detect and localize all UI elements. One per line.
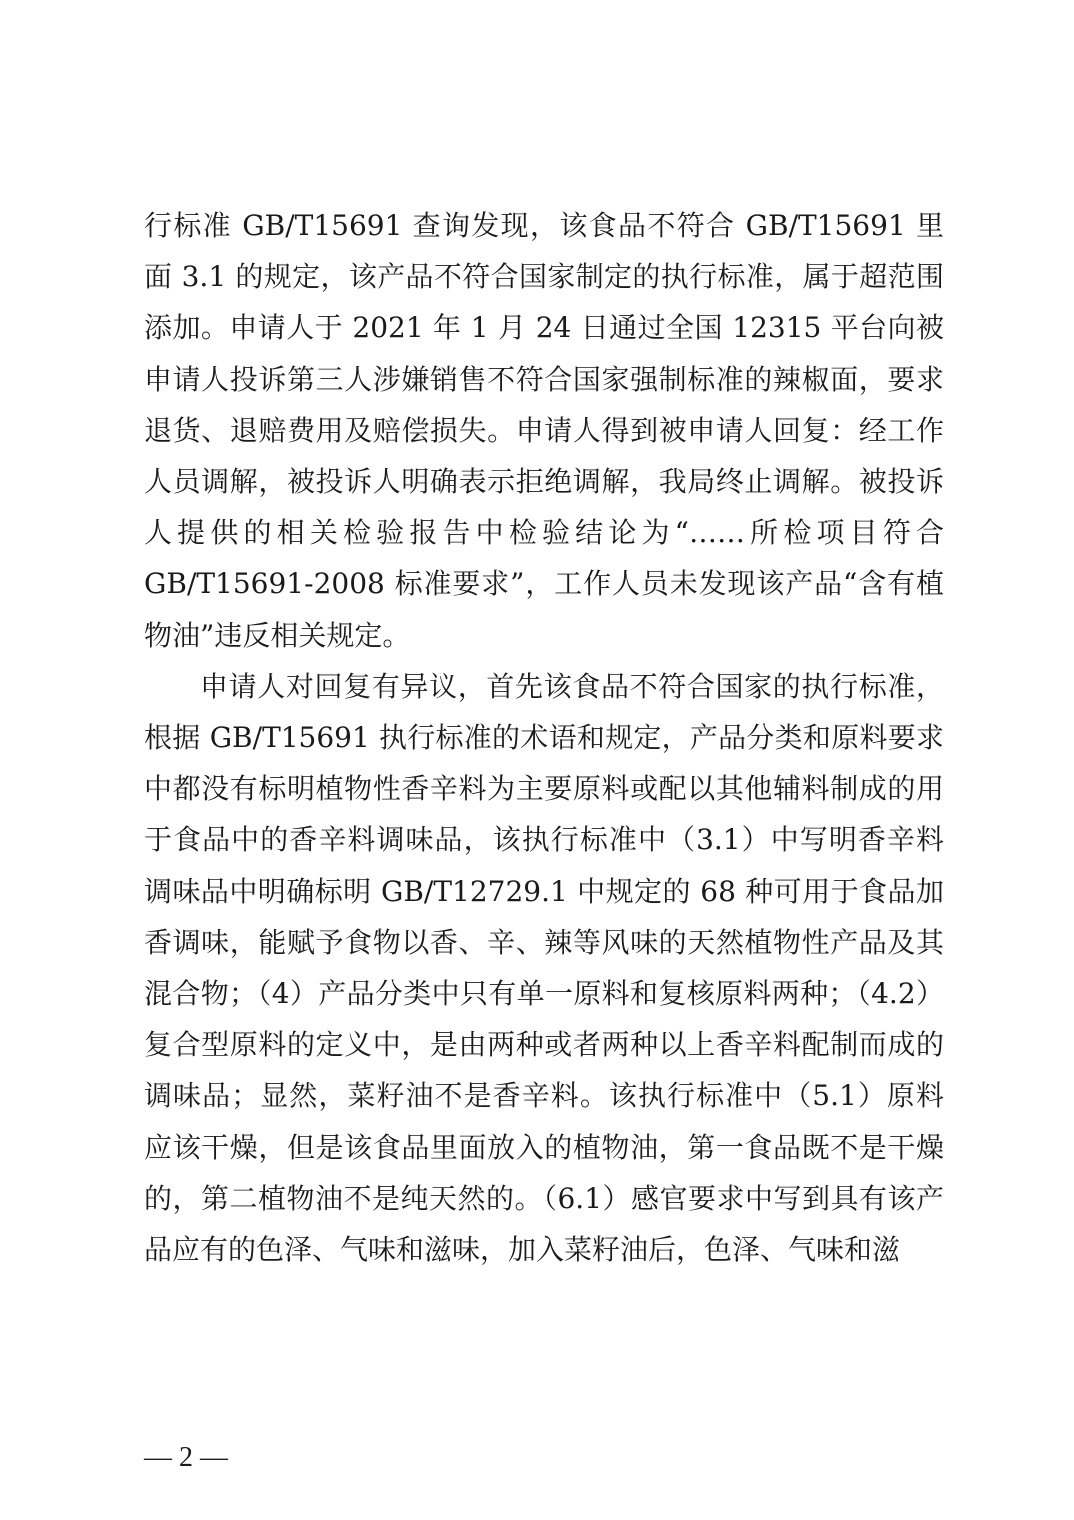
paragraph-continuation: 行标准 GB/T15691 查询发现，该食品不符合 GB/T15691 里面 3.1 的规定，该产品不符合国家制定的执行标准，属于超范围添加。申请人于 2021 年 1 月 24 日通过全国 12315 平台向被申请人投诉第三人涉嫌销售不符合国家强制标准的辣椒面，要求退货、退赔费用及赔偿损失。申请人得到被申请人回复：经工作人员调解，被投诉人明确表示拒绝调解，我局终止调解。被投诉人提供的相关检验报告中检验结论为“……所检项目符合 GB/T15691-2008 标准要求”，工作人员未发现该产品“含有植物油”违反相关规定。: [144, 209, 944, 652]
body-text: [144, 200, 944, 1275]
page-number: — 2 —: [144, 1442, 228, 1473]
paragraph-objection: 申请人对回复有异议，首先该食品不符合国家的执行标准，根据 GB/T15691 执行标准的术语和规定，产品分类和原料要求中都没有标明植物性香辛料为主要原料或配以其他辅料制成的用于食品中的香辛料调味品，该执行标准中（3.1）中写明香辛料调味品中明确标明 GB/T12729.1 中规定的 68 种可用于食品加香调味，能赋予食物以香、辛、辣等风味的天然植物性产品及其混合物；（4）产品分类中只有单一原料和复核原料两种；（4.2）复合型原料的定义中，是由两种或者两种以上香辛料配制而成的调味品；显然，菜籽油不是香辛料。该执行标准中（5.1）原料应该干燥，但是该食品里面放入的植物油，第一食品既不是干燥的，第二植物油不是纯天然的。（6.1）感官要求中写到具有该产品应有的色泽、气味和滋味，加入菜籽油后，色泽、气味和滋: [144, 669, 944, 1267]
